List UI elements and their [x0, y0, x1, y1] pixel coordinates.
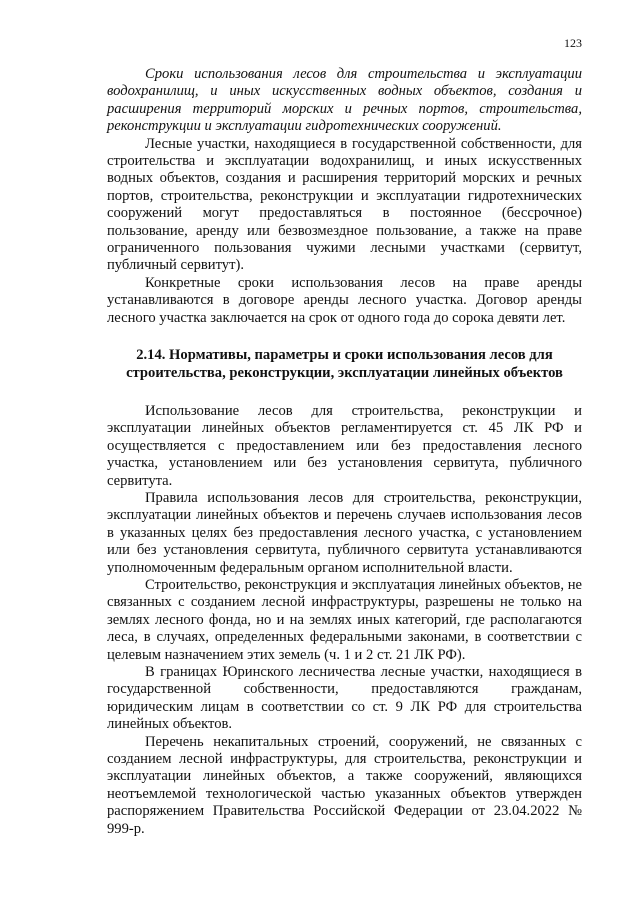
paragraph: Лесные участки, находящиеся в государственной собственности, для строительства и эксплуатации водохранилищ, и иных искусственных водных объектов, создания и расширения территорий морских и речных портов, строительства, реконструкции и эксплуатации гидротехнических сооружений могут предоставляться в постоянное (бессрочное) пользование, аренду или безвозмездное пользование, а также на праве ограниченного пользования чужими лесными участками (сервитут, публичный сервитут). — [107, 135, 582, 274]
paragraph: Конкретные сроки использования лесов на праве аренды устанавливаются в договоре аренды лесного участка. Договор аренды лесного участка заключается на срок от одного года до сорока девяти лет. — [107, 274, 582, 326]
page-number: 123 — [564, 36, 582, 50]
paragraph: Строительство, реконструкция и эксплуатация линейных объектов, не связанных с созданием лесной инфраструктуры, разрешены не только на землях лесного фонда, но и на землях иных категорий, где располагаются леса, в случаях, определенных федеральными законами, в соответствии с целевым назначением этих земель (ч. 1 и 2 ст. 21 ЛК РФ). — [107, 576, 582, 663]
section-heading: 2.14. Нормативы, параметры и сроки использования лесов для строительства, реконструкции, эксплуатации линейных объектов — [126, 347, 563, 381]
italic-subheading: Сроки использования лесов для строительства и эксплуатации водохранилищ, и иных искусственных водных объектов, создания и расширения территорий морских и речных портов, строительства, реконструкции и эксплуатации гидротехнических сооружений. — [107, 66, 582, 135]
paragraph: Использование лесов для строительства, реконструкции и эксплуатации линейных объектов регламентируется ст. 45 ЛК РФ и осуществляется с предоставлением или без предоставления лесного участка, установлением или без установления сервитута, публичного сервитута. — [107, 402, 582, 489]
paragraph: В границах Юринского лесничества лесные участки, находящиеся в государственной собственности, предоставляются гражданам, юридическим лицам в соответствии со ст. 9 ЛК РФ для строительства линейных объектов. — [107, 664, 582, 733]
paragraph: Перечень некапитальных строений, сооружений, не связанных с созданием лесной инфраструктуры, для строительства, реконструкции и эксплуатации линейных объектов, а также сооружений, являющихся неотъемлемой технологической частью указанных объектов утвержден распоряжением Правительства Российской Федерации от 23.04.2022 № 999-р. — [107, 733, 582, 837]
paragraph: Правила использования лесов для строительства, реконструкции, эксплуатации линейных объектов и перечень случаев использования лесов в указанных целях без предоставления лесного участка, с установлением или без установления сервитута, публичного сервитута устанавливаются уполномоченным федеральным органом исполнительной власти. — [107, 489, 582, 576]
page-content — [107, 66, 582, 838]
